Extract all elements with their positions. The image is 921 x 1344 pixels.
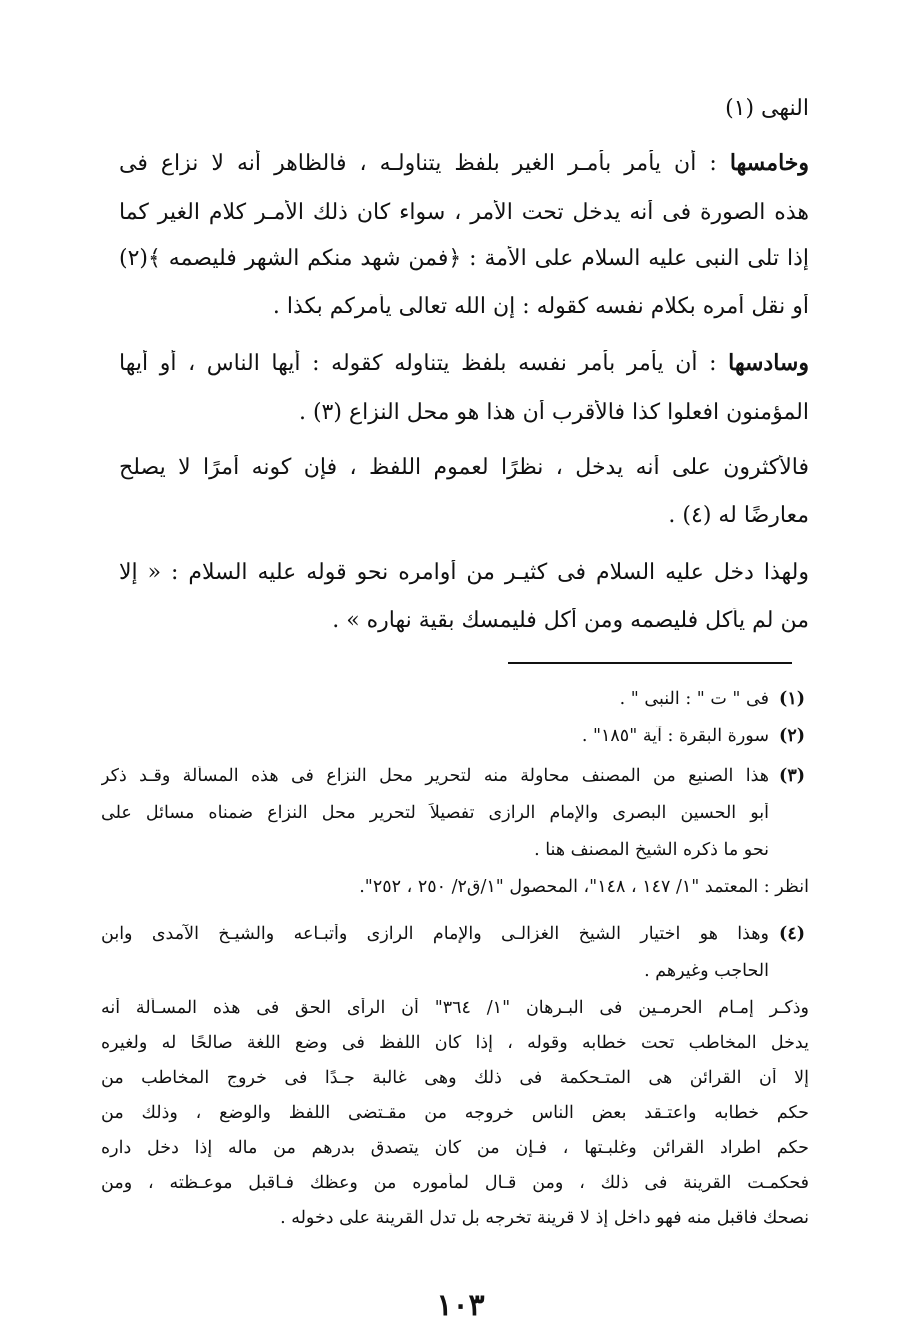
body-line: أو نقل أمره بكلام نفسه كقوله : إن الله تعالى يأمركم بكذا . [272, 294, 809, 319]
footnote-line: نحو ما ذكره الشيخ المصنف هنا . [534, 840, 769, 860]
footnote-number: (٢) [779, 726, 805, 746]
footnote-number: (٤) [779, 924, 805, 944]
footnote-line: نصحك فاقبل منه فهو داخل إذ لا قرينة تخرجه بل تدل القرينة على دخوله . [280, 1208, 809, 1228]
section-label: وخامسها [729, 150, 809, 176]
section-label: وسادسها [728, 350, 809, 376]
page-number: ١٠٣ [436, 1288, 485, 1323]
body-line: هذه الصورة فى أنه يدخل تحت الأمر ، سواء كان ذلك الأمـر كلام الغير كما [119, 200, 809, 225]
body-line: معارضًا له (٤) . [668, 503, 809, 528]
footnote-number: (٣) [779, 766, 805, 786]
footnote-line: إلا أن القرائن هى المتـحكمة فى ذلك وهى غالبة جـدًا فى خروج المخاطب من [101, 1068, 809, 1088]
footnote-number: (١) [779, 689, 805, 709]
body-line: من لم يأكل فليصمه ومن أكل فليمسك بقية نهاره » . [332, 608, 809, 633]
footnote-line: فحكمـت القرينة فى ذلك ، ومن قـال لمأموره من وعظك فـاقبل موعـظته ، ومن [101, 1173, 809, 1193]
footnote-line: حكم خطابه واعتـقد بعض الناس خروجه من مقـتضى اللفظ والوضع ، وذلك من [101, 1103, 809, 1123]
body-line: المؤمنون افعلوا كذا فالأقرب أن هذا هو محل النزاع (٣) . [298, 400, 809, 425]
footnote-line: وذكـر إمـام الحرمـين فى البـرهان "١/ ٣٦٤" أن الرأى الحق فى هذه المسـألة أنه [101, 998, 809, 1018]
footnote-line: أبو الحسين البصرى والإمام الرازى تفصيلاً لتحرير محل النزاع ضمناه مسائل على [101, 803, 769, 823]
body-line: إذا تلى النبى عليه السلام على الأمة : ﴿فمن شهد منكم الشهر فليصمه ﴾(٢) [119, 246, 809, 271]
footnote-line: هذا الصنيع من المصنف محاولة منه لتحرير محل النزاع فى هذه المسألة وقـد ذكر [101, 766, 769, 786]
footnote-line: فى " ت " : النبى " . [619, 689, 769, 709]
footnote-line: انظر : المعتمد "١/ ١٤٧ ، ١٤٨"، المحصول "١/ق٢/ ٢٥٠ ، ٢٥٢". [359, 877, 809, 897]
body-line: وسادسها : أن يأمر بأمر نفسه بلفظ يتناوله كقوله : أيها الناس ، أو أيها [119, 350, 809, 376]
footnote-line: يدخل المخاطب تحت خطابه وقوله ، إذا كان اللفظ فى وضع اللغة صالحًا له ولغيره [101, 1033, 809, 1053]
footnote-line: حكم اطراد القرائن وغلبـتها ، فـإن من كان يتصدق بدرهم من ماله إذا دخل داره [101, 1138, 809, 1158]
footnote-line: سورة البقرة : آية "١٨٥" . [581, 726, 769, 746]
body-line: فالأكثرون على أنه يدخل ، نظرًا لعموم اللفظ ، فإن كونه أمرًا لا يصلح [119, 455, 809, 480]
footnote-separator [508, 662, 792, 664]
footnote-line: الحاجب وغيرهم . [644, 961, 769, 981]
page-header: النهى (١) [725, 96, 809, 121]
footnote-line: وهذا هو اختيار الشيخ الغزالـى والإمام الرازى وأتبـاعه والشيـخ الآمدى وابن [101, 924, 769, 944]
body-line: وخامسها : أن يأمر بأمـر الغير بلفظ يتناولـه ، فالظاهر أنه لا نزاع فى [119, 150, 809, 176]
body-line: ولهذا دخل عليه السلام فى كثيـر من أوامره نحو قوله عليه السلام : « إلا [119, 560, 809, 585]
